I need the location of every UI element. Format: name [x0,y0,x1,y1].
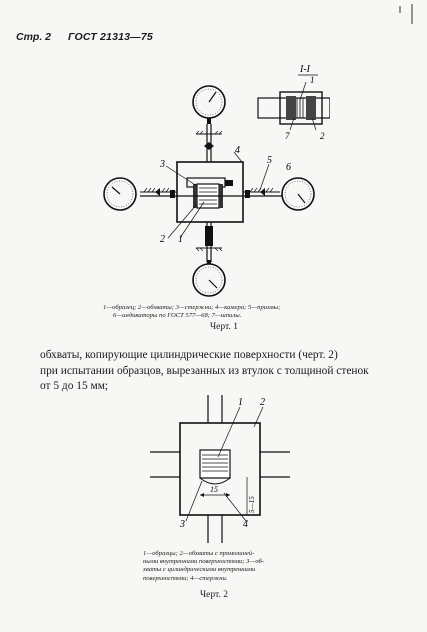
dimension-width: 15 [210,485,218,494]
dimension-height: 5—15 [248,496,256,513]
page-number: Стр. 2 [16,31,52,43]
figure2-caption-line: 1—образцы; 2—обхваты с прямолиней- [143,550,255,557]
figure2-drawing [150,395,290,545]
dial-indicator-left [104,178,136,210]
figure1-title: Черт. 1 [210,322,238,332]
section-callout-2: 2 [320,131,325,141]
figure2-title: Черт. 2 [200,590,228,600]
figure1-caption [103,304,363,320]
dial-indicator-bottom [193,260,225,296]
dial-indicator-top [193,86,225,124]
figure1-caption-line: 6—индикаторы по ГОСТ 577—68; 7—шпилы. [113,312,242,320]
section-view [258,64,330,141]
figure2-caption [143,550,303,583]
scan-marks [397,4,417,26]
body-paragraph [40,348,412,395]
figure1-drawing [100,50,330,308]
figure1-caption-line: 1—образец; 2—обхваты; 3—стержни; 4—камера; 5—призмы; [103,304,281,311]
body-line: при испытании образцов, вырезанных из втулок с толщиной стенок [40,364,369,377]
callout-3: 3 [160,159,165,170]
callout-1: 1 [178,234,183,245]
figure2-caption-line: поверхностями; 4—стержни. [143,574,228,582]
standard-number: ГОСТ 21313—75 [68,31,153,43]
callout-6: 6 [286,162,291,173]
fig2-callout-1: 1 [238,397,243,408]
section-label: I-I [300,64,310,75]
fig2-callout-3: 3 [180,519,185,530]
fig2-callout-4: 4 [243,519,248,530]
dial-indicator-right [282,178,314,210]
body-line: от 5 до 15 мм; [40,380,109,392]
fig2-callout-2: 2 [260,397,265,408]
section-callout-1: 1 [310,75,315,85]
callout-2: 2 [160,234,165,245]
callout-4: 4 [235,145,240,156]
figure2-caption-line: ными внутренними поверхностями; 3—об- [143,558,265,566]
section-callout-7: 7 [285,131,290,141]
callout-5: 5 [267,155,272,166]
figure2-caption-line: хваты с цилиндрическими внутренними [143,566,256,574]
body-line: обхваты, копирующие цилиндрические поверхности (черт. 2) [40,349,338,361]
